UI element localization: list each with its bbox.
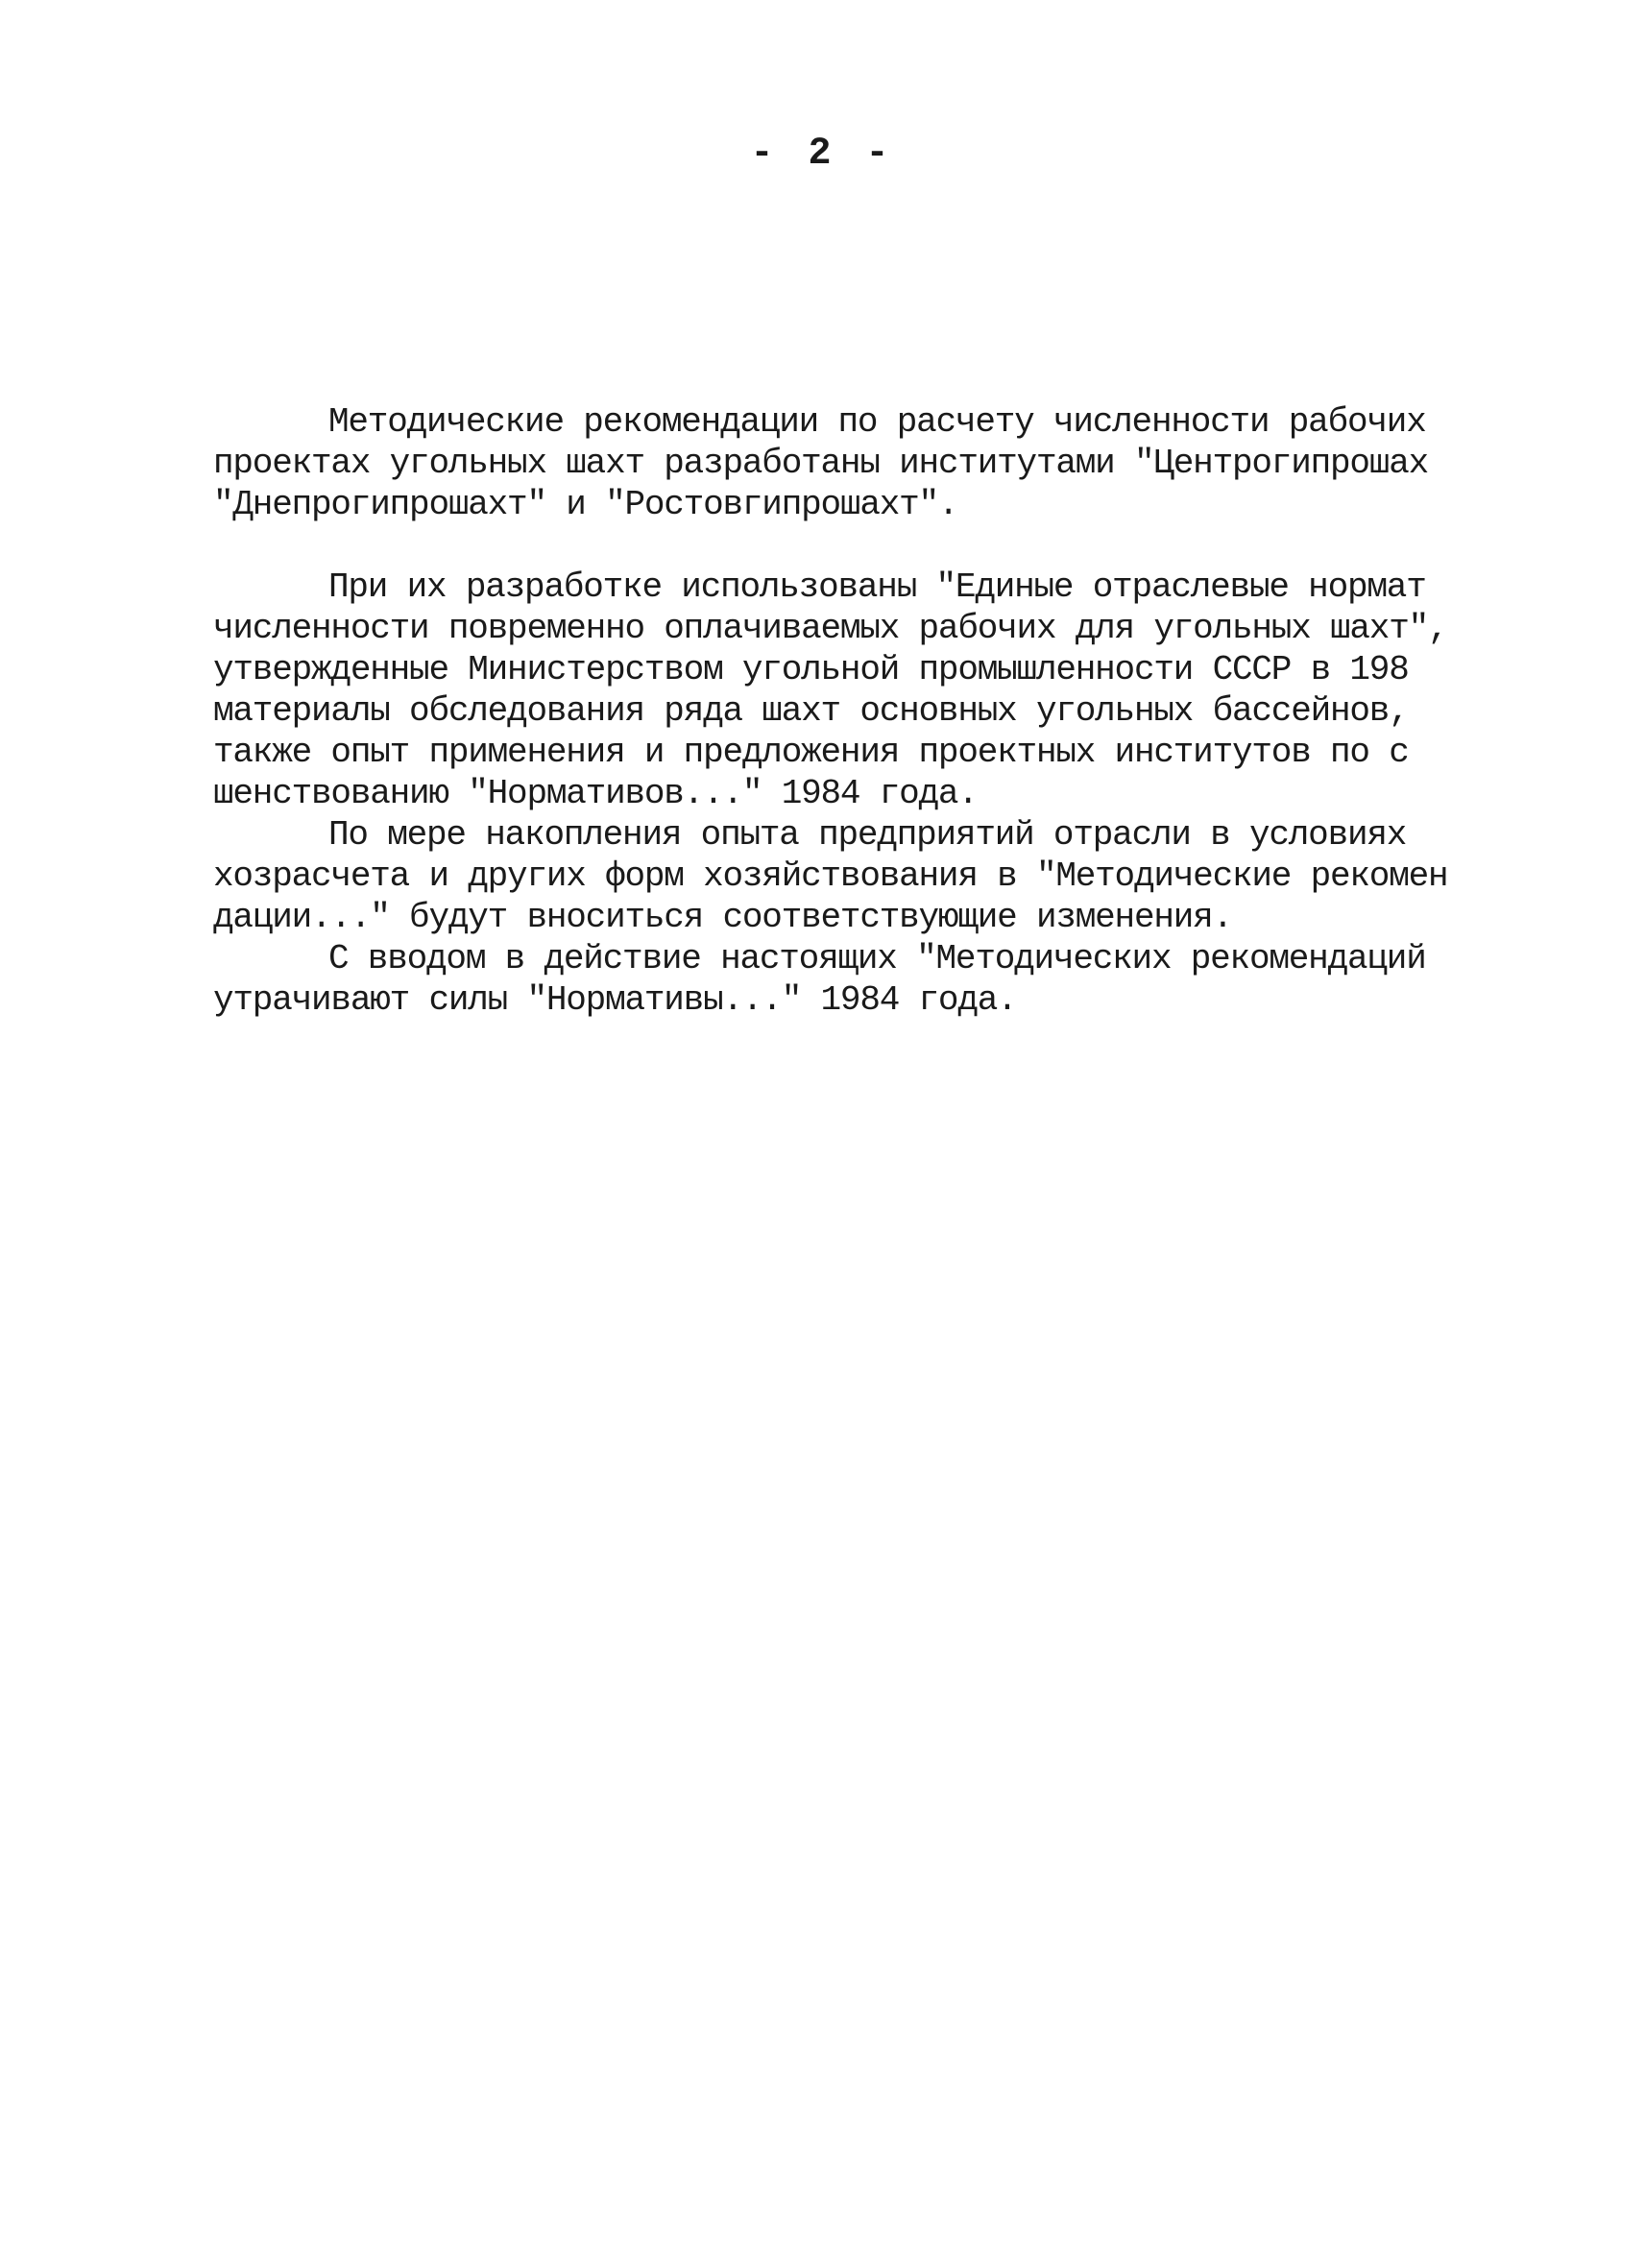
paragraph-2 <box>213 567 1462 814</box>
paragraph-1 <box>213 401 1462 525</box>
paragraph-line: материалы обследования ряда шахт основных угольных бассейнов, <box>213 691 1409 731</box>
paragraph-line: По мере накопления опыта предприятий отрасли в условиях <box>328 815 1407 855</box>
page-number: - 2 - <box>750 133 895 176</box>
paragraph-line: С вводом в действие настоящих "Методических рекомендаций <box>328 939 1426 978</box>
paragraph-line: утрачивают силы "Нормативы..." 1984 года. <box>213 980 1017 1020</box>
paragraph-3 <box>213 814 1462 938</box>
paragraph-line: численности повременно оплачиваемых рабочих для угольных шахт", <box>213 609 1448 648</box>
paragraph-line: проектах угольных шахт разработаны институтами "Центрогипрошах <box>213 444 1429 483</box>
paragraph-line: также опыт применения и предложения проектных институтов по с <box>213 733 1409 772</box>
document-body <box>213 401 1462 1021</box>
paragraph-line: хозрасчета и других форм хозяйствования в "Методические рекомен <box>213 857 1448 896</box>
paragraph-spacer <box>213 525 1462 567</box>
paragraph-line: Методические рекомендации по расчету численности рабочих <box>328 402 1426 442</box>
paragraph-line: шенствованию "Нормативов..." 1984 года. <box>213 774 978 813</box>
paragraph-line: утвержденные Министерством угольной промышленности СССР в 198 <box>213 650 1409 689</box>
paragraph-line: "Днепрогипрошахт" и "Ростовгипрошахт". <box>213 485 958 524</box>
paragraph-line: При их разработке использованы "Единые отраслевые нормат <box>328 567 1426 607</box>
paragraph-4 <box>213 938 1462 1021</box>
paragraph-line: дации..." будут вноситься соответствующие изменения. <box>213 898 1232 937</box>
